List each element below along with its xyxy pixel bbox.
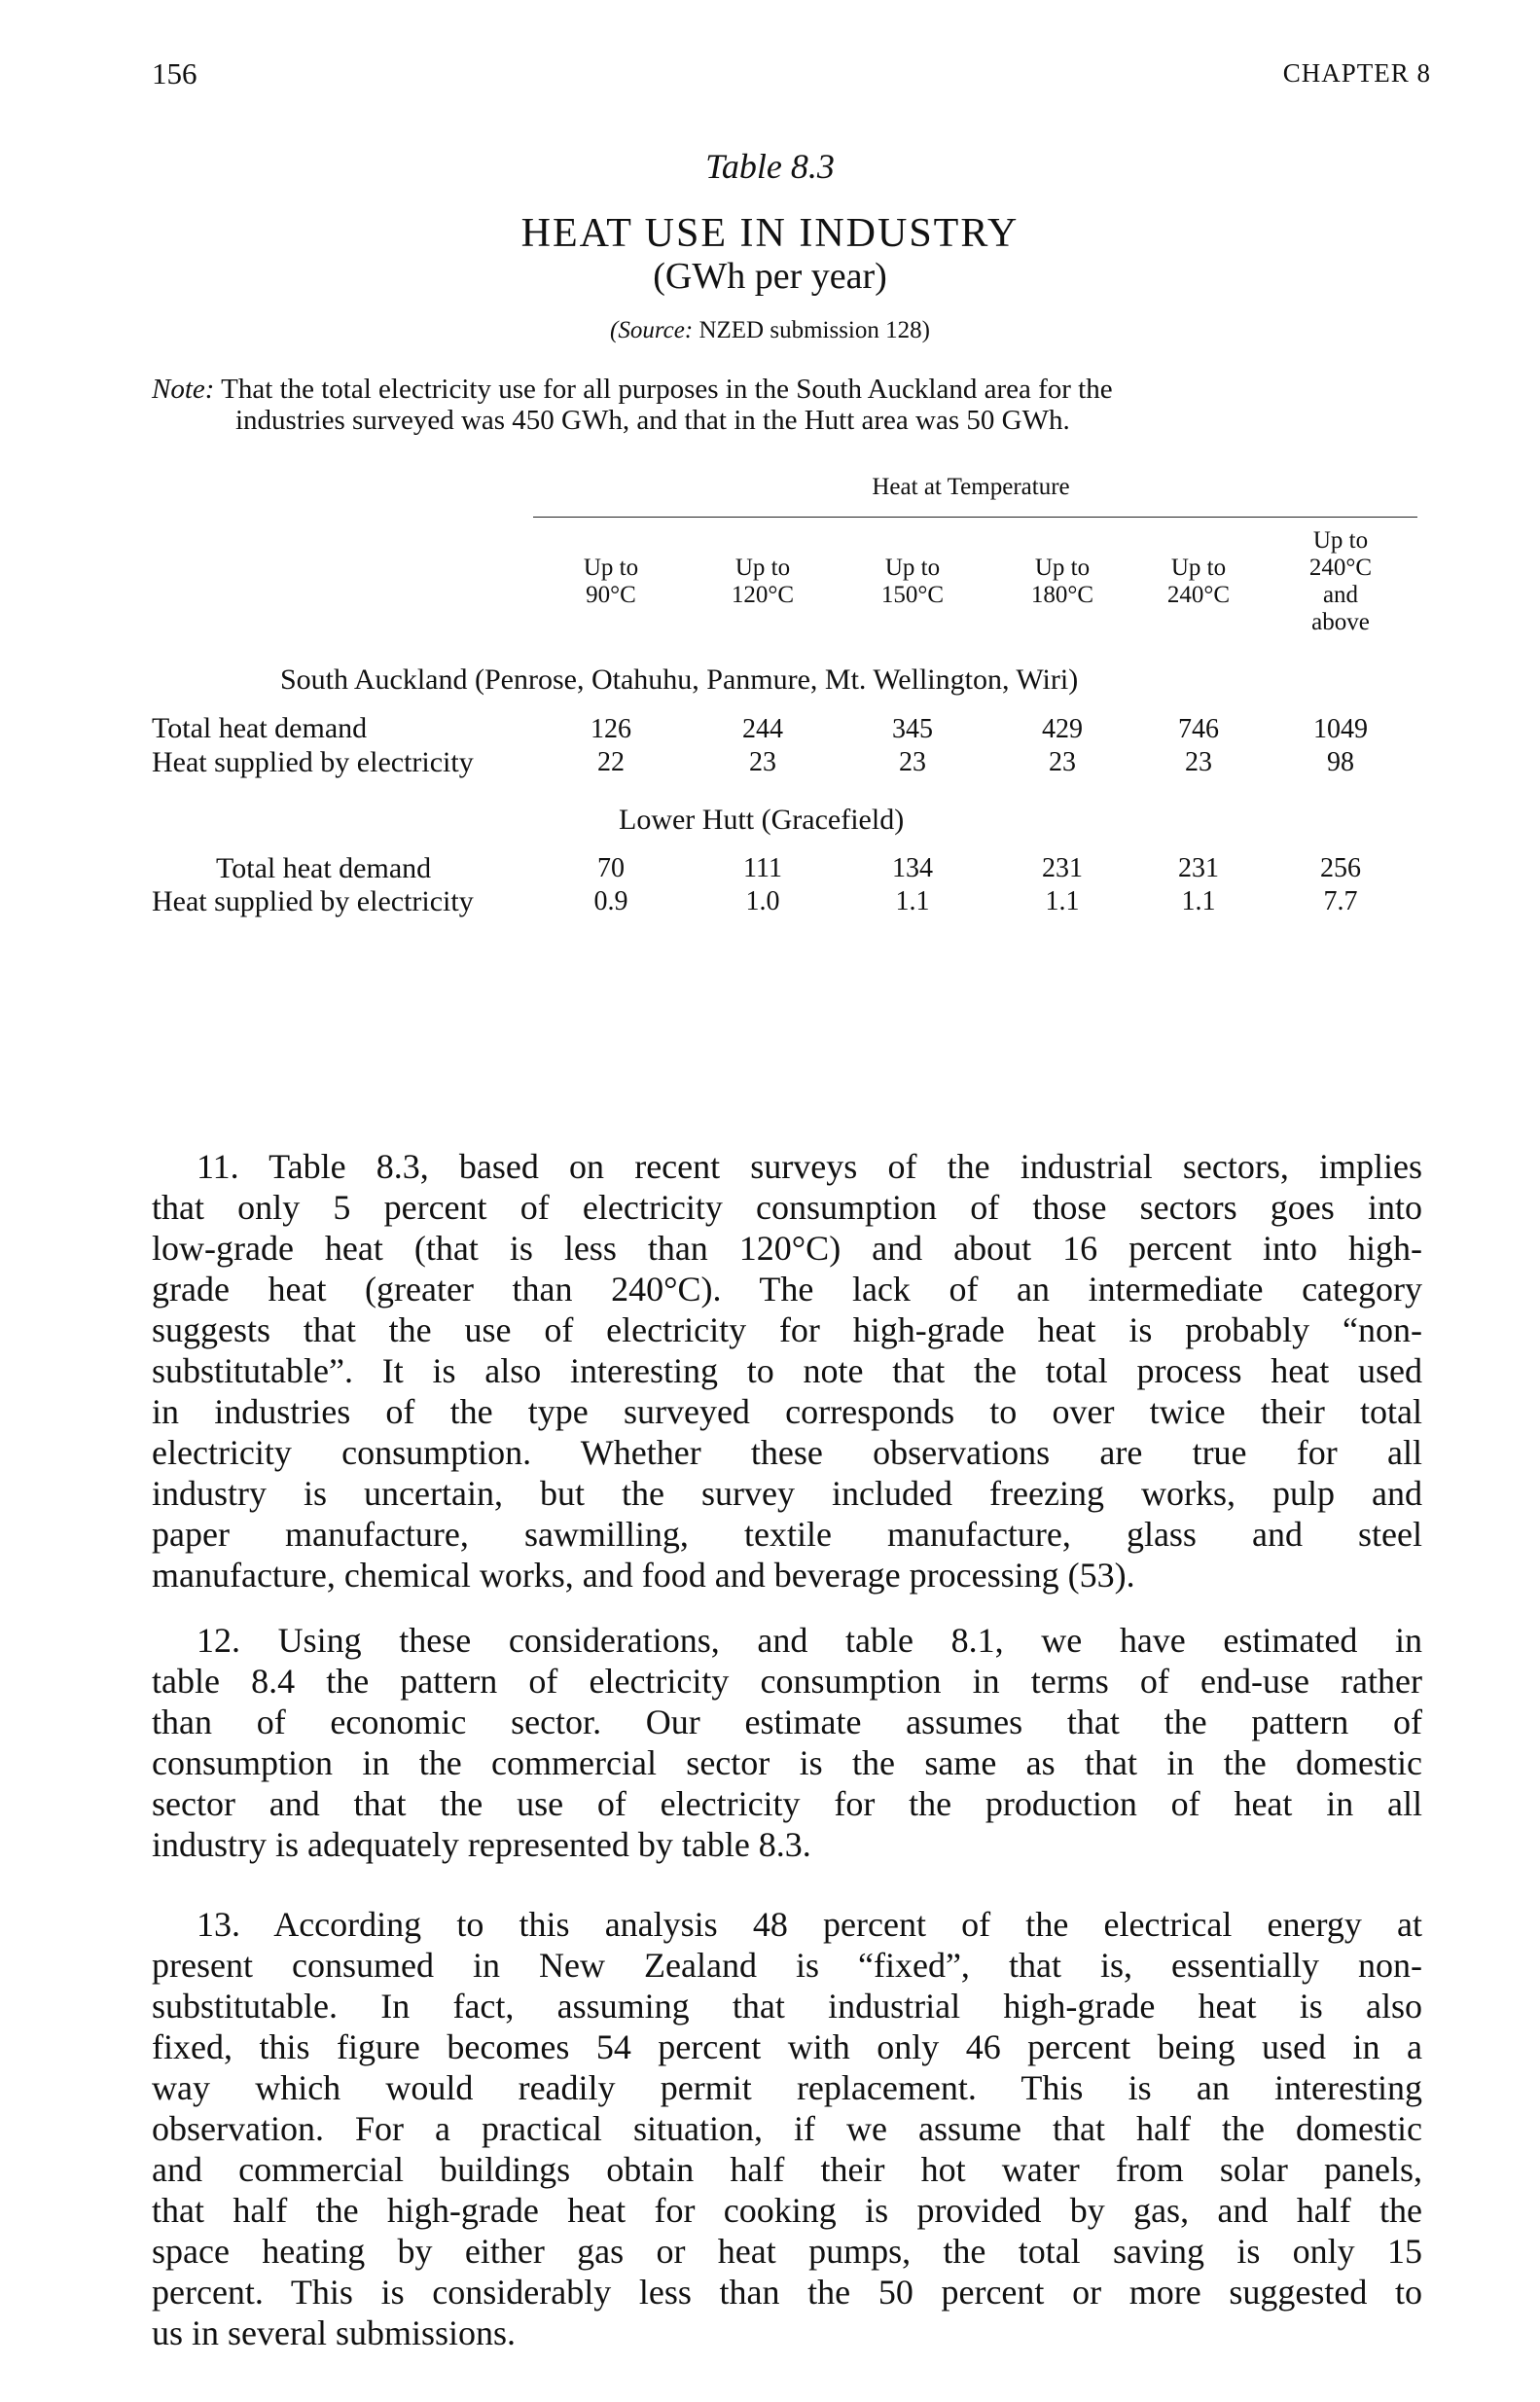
row-label: Total heat demand: [216, 852, 432, 884]
table-cell: 0.9: [593, 886, 628, 916]
page-number: 156: [152, 56, 197, 90]
table-cell: 746: [1178, 714, 1219, 744]
paragraph-11: [152, 1146, 1422, 1595]
text-line: than of economic sector. Our estimate assumes that the pattern of: [152, 1703, 1422, 1741]
chapter-heading: CHAPTER 8: [1282, 58, 1431, 88]
column-header-line: Up to: [1170, 555, 1227, 581]
text-line: space heating by either gas or heat pumps, the total saving is only 15: [152, 2232, 1422, 2271]
header-rule: [533, 517, 1417, 518]
column-header-line: Up to: [1034, 555, 1091, 581]
table-cell: 1.1: [1045, 886, 1080, 916]
column-header-line: 240°C: [1166, 582, 1231, 608]
text-line: in industries of the type surveyed corresponds to over twice their total: [152, 1392, 1422, 1431]
column-header: [1004, 555, 1121, 609]
text-line: 11. Table 8.3, based on recent surveys of the industrial sectors, implies: [197, 1147, 1422, 1186]
row-label: Heat supplied by electricity: [152, 885, 474, 917]
text-line: consumption in the commercial sector is the same as that in the domestic: [152, 1743, 1422, 1782]
table-cell: 7.7: [1323, 886, 1358, 916]
text-line: industry is adequately represented by table 8.3.: [152, 1825, 811, 1864]
text-line: 12. Using these considerations, and table 8.1, we have estimated in: [197, 1621, 1422, 1660]
source-prefix: (Source:: [610, 317, 694, 343]
paragraph-12: [152, 1620, 1422, 1865]
table-cell: 23: [1049, 747, 1076, 777]
note-text-2: industries surveyed was 450 GWh, and that in the Hutt area was 50 GWh.: [235, 405, 1070, 436]
text-line: fixed, this figure becomes 54 percent with only 46 percent being used in a: [152, 2027, 1422, 2066]
table-source: [0, 317, 1540, 344]
column-header: [1140, 555, 1257, 609]
region-heading: South Auckland (Penrose, Otahuhu, Panmure, Mt. Wellington, Wiri): [280, 663, 1079, 696]
table-cell: 70: [597, 853, 625, 883]
text-line: percent. This is considerably less than the 50 percent or more suggested to: [152, 2273, 1422, 2312]
text-line: substitutable”. It is also interesting to note that the total process heat used: [152, 1351, 1422, 1390]
text-line: that half the high-grade heat for cooking is provided by gas, and half the: [152, 2191, 1422, 2230]
column-header-line: 120°C: [731, 582, 795, 608]
text-line: industry is uncertain, but the survey included freezing works, pulp and: [152, 1474, 1422, 1513]
text-line: electricity consumption. Whether these observations are true for all: [152, 1433, 1422, 1472]
table-cell: 1.0: [745, 886, 780, 916]
text-line: that only 5 percent of electricity consumption of those sectors goes into: [152, 1188, 1422, 1227]
table-label: Table 8.3: [705, 147, 835, 186]
table-cell: 256: [1320, 853, 1361, 883]
table-cell: 98: [1327, 747, 1354, 777]
column-header: [854, 555, 971, 609]
note-text-1: That the total electricity use for all purposes in the South Auckland area for the: [221, 374, 1113, 405]
column-header-line: 180°C: [1030, 582, 1094, 608]
text-line: present consumed in New Zealand is “fixed”, that is, essentially non-: [152, 1946, 1422, 1985]
text-line: observation. For a practical situation, if we assume that half the domestic: [152, 2109, 1422, 2148]
text-line: and commercial buildings obtain half their hot water from solar panels,: [152, 2150, 1422, 2189]
text-line: grade heat (greater than 240°C). The lack of an intermediate category: [152, 1270, 1422, 1309]
text-line: paper manufacture, sawmilling, textile manufacture, glass and steel: [152, 1515, 1422, 1554]
text-line: sector and that the use of electricity for the production of heat in all: [152, 1784, 1422, 1823]
table-cell: 126: [591, 714, 631, 744]
table-cell: 23: [899, 747, 926, 777]
column-header-line: Up to: [583, 555, 639, 581]
table-cell: 1.1: [1181, 886, 1216, 916]
column-header-line: Up to: [884, 555, 941, 581]
paragraph-13: [152, 1904, 1422, 2353]
text-line: us in several submissions.: [152, 2313, 516, 2352]
table-cell: 111: [743, 853, 782, 883]
table-cell: 1.1: [895, 886, 930, 916]
column-header-line: above: [1311, 609, 1370, 635]
column-header: [704, 555, 821, 609]
row-label: Total heat demand: [152, 712, 368, 744]
text-line: 13. According to this analysis 48 percent of the electrical energy at: [197, 1905, 1422, 1944]
column-header-line: 90°C: [586, 582, 636, 608]
table-cell: 23: [1185, 747, 1212, 777]
table-note: [152, 374, 1416, 436]
table-cell: 22: [597, 747, 625, 777]
column-header-line: Up to: [1312, 527, 1369, 554]
table-cell: 23: [749, 747, 776, 777]
table-cell: 134: [892, 853, 933, 883]
table-cell: 345: [892, 714, 933, 744]
column-header-line: and: [1322, 582, 1359, 608]
text-line: way which would readily permit replacement. This is an interesting: [152, 2068, 1422, 2107]
group-header: Heat at Temperature: [872, 474, 1070, 500]
column-header-line: 240°C: [1308, 555, 1373, 581]
column-header: [1282, 527, 1399, 636]
text-line: suggests that the use of electricity for high-grade heat is probably “non-: [152, 1310, 1422, 1349]
text-line: manufacture, chemical works, and food and beverage processing (53).: [152, 1556, 1135, 1595]
row-label: Heat supplied by electricity: [152, 746, 474, 778]
note-line-1: [152, 374, 1416, 405]
text-line: table 8.4 the pattern of electricity consumption in terms of end-use rather: [152, 1662, 1422, 1701]
region-heading: Lower Hutt (Gracefield): [619, 804, 905, 836]
table-cell: 429: [1042, 714, 1083, 744]
table-cell: 231: [1178, 853, 1219, 883]
table-cell: 1049: [1313, 714, 1368, 744]
text-line: low-grade heat (that is less than 120°C) and about 16 percent into high-: [152, 1229, 1422, 1268]
note-label: Note:: [152, 374, 215, 405]
column-header-line: 150°C: [880, 582, 945, 608]
source-text: NZED submission 128): [693, 317, 930, 343]
table-cell: 231: [1042, 853, 1083, 883]
table-units: (GWh per year): [653, 256, 887, 297]
table-cell: 244: [742, 714, 783, 744]
text-line: substitutable. In fact, assuming that industrial high-grade heat is also: [152, 1987, 1422, 2026]
table-title: HEAT USE IN INDUSTRY: [520, 211, 1020, 256]
column-header-line: Up to: [734, 555, 791, 581]
column-header: [553, 555, 669, 609]
